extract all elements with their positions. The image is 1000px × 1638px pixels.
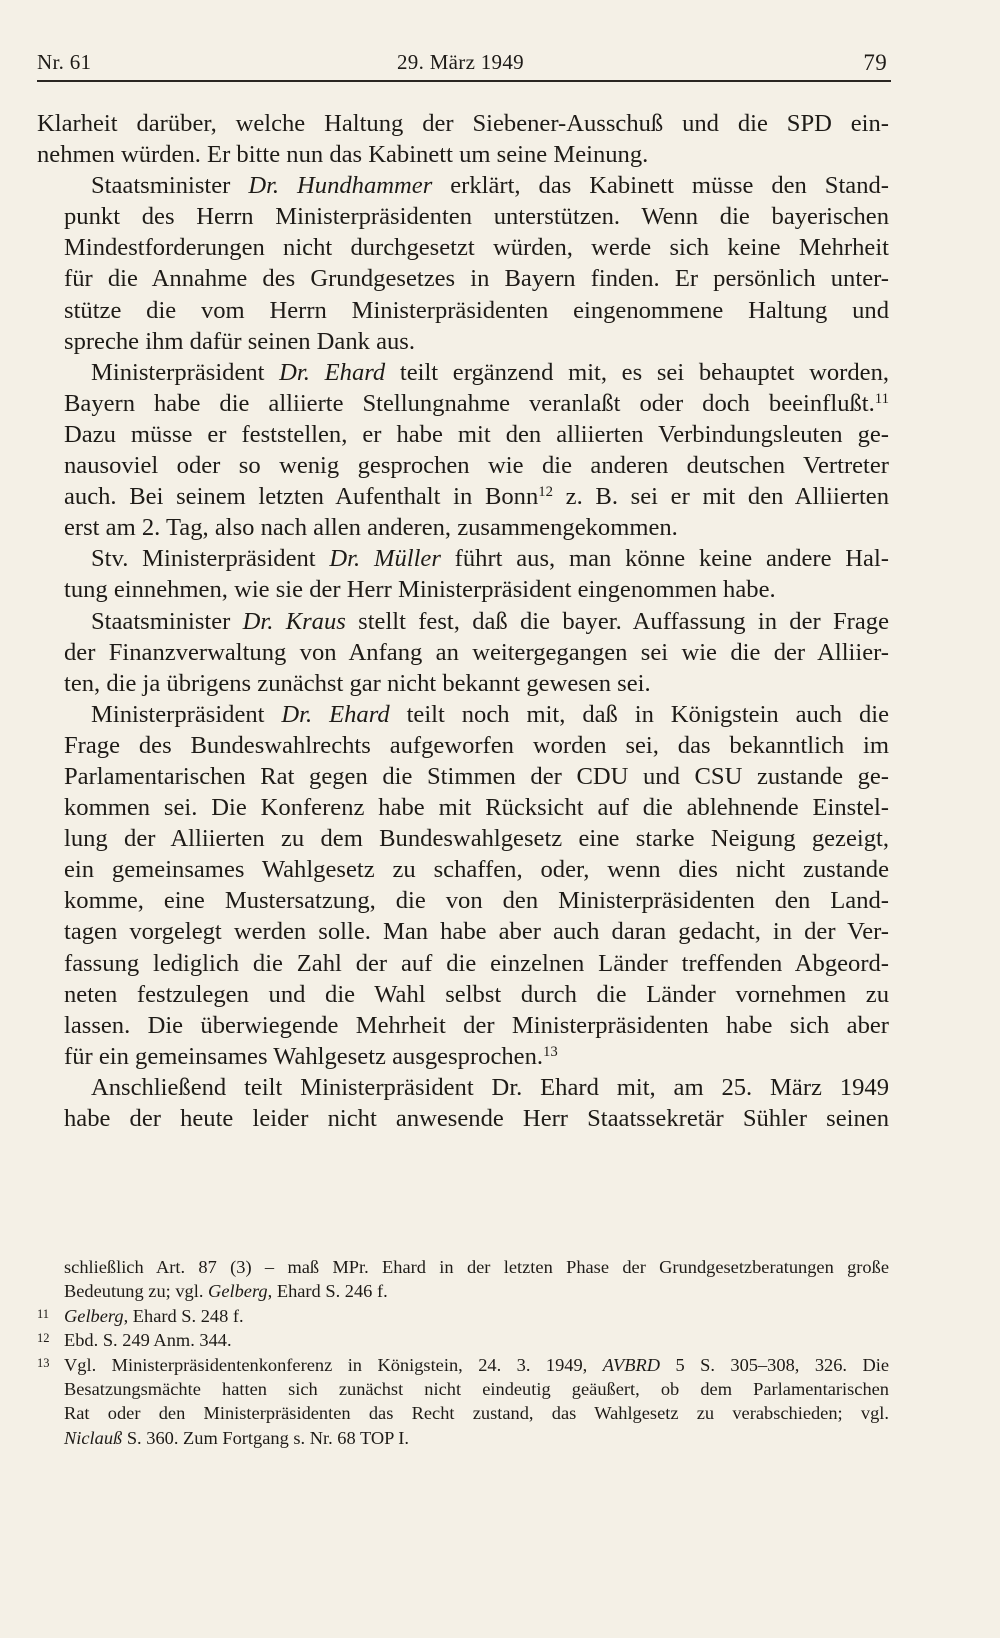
text-line: lassen. Die überwiegende Mehrheit der Ministerpräsidenten habe sich aber xyxy=(64,1011,889,1039)
text-line: Bayern habe die alliierte Stellungnahme veranlaßt oder doch beeinflußt.$^{11}$ xyxy=(64,389,889,417)
speaker-name: Kraus xyxy=(285,607,346,635)
paragraph xyxy=(37,1072,889,1134)
footnote-line: Ebd. S. 249 Anm. 344. xyxy=(64,1330,232,1351)
text-line: ein gemeinsames Wahlgesetz zu schaffen, oder, wenn dies nicht zustande xyxy=(64,856,889,884)
footnote-continuation xyxy=(37,1255,889,1304)
text-line: lung der Alliierten zu dem Bundeswahlgesetz eine starke Neigung gezeigt, xyxy=(64,825,889,853)
running-head xyxy=(37,50,889,78)
text-line: für ein gemeinsames Wahlgesetz ausgesprochen.$^{13}$ xyxy=(64,1042,558,1070)
text-line: nehmen würden. Er bitte nun das Kabinett um seine Meinung. xyxy=(37,141,649,169)
footnote-line: schließlich Art. 87 (3) – maß MPr. Ehard in der letzten Phase der Grundgesetzberatungen große xyxy=(64,1257,889,1277)
text-line: tung einnehmen, wie sie der Herr Ministerpräsident eingenommen habe. xyxy=(64,576,776,604)
footnote-line: Besatzungsmächte hatten sich zunächst nicht eindeutig geäußert, ob dem Parlamentarischen xyxy=(64,1379,889,1400)
text-line: für die Annahme des Grundgesetzes in Bayern finden. Er persönlich unter- xyxy=(64,265,889,293)
text-line: Frage des Bundeswahlrechts aufgeworfen worden sei, das bekanntlich im xyxy=(64,731,889,759)
page-number: 79 xyxy=(863,50,887,75)
footnote-line: Niclauß S. 360. Zum Fortgang s. Nr. 68 TOP I. xyxy=(64,1427,410,1448)
paragraph xyxy=(37,606,889,699)
text-line: komme, eine Mustersatzung, die von den Ministerpräsidenten den Land- xyxy=(64,887,889,915)
footnotes xyxy=(37,1255,889,1450)
speaker-name: Hundhammer xyxy=(297,172,433,200)
header-rule xyxy=(37,80,891,82)
text-line: Staatsminister Dr. Kraus stellt fest, daß die bayer. Auffassung in der Frage xyxy=(91,607,889,635)
text-line: erst am 2. Tag, also nach allen anderen, zusammengekommen. xyxy=(64,514,678,542)
paragraph xyxy=(37,170,889,357)
title-abbreviation: Dr. xyxy=(248,172,280,200)
footnote-line: Gelberg, Ehard S. 248 f. xyxy=(64,1305,244,1326)
paragraph xyxy=(37,699,889,1072)
main-text xyxy=(37,108,889,1134)
text-line: Anschließend teilt Ministerpräsident Dr. Ehard mit, am 25. März 1949 xyxy=(91,1073,889,1101)
footnote-line: Vgl. Ministerpräsidentenkonferenz in Königstein, 24. 3. 1949, AVBRD 5 S. 305–308, 326. Die xyxy=(64,1354,890,1375)
title-abbreviation: Dr. xyxy=(281,700,313,728)
title-abbreviation: Dr. xyxy=(329,545,361,573)
text-line: ten, die ja übrigens zunächst gar nicht bekannt gewesen sei. xyxy=(64,669,651,697)
text-line: punkt des Herrn Ministerpräsidenten unterstützen. Wenn die bayerischen xyxy=(64,203,889,231)
speaker-name: Ehard xyxy=(329,700,390,728)
text-line: der Finanzverwaltung von Anfang an weitergegangen sei wie die der Alliier- xyxy=(64,638,889,666)
text-line: fassung lediglich die Zahl der auf die einzelnen Länder treffenden Abgeord- xyxy=(64,949,889,977)
text-line: habe der heute leider nicht anwesende Herr Staatssekretär Sühler seinen xyxy=(64,1105,889,1132)
text-line: nausoviel oder so wenig gesprochen wie die anderen deutschen Vertreter xyxy=(64,452,889,480)
text-line: Ministerpräsident Dr. Ehard teilt ergänzend mit, es sei behauptet worden, xyxy=(91,358,890,386)
footnote-line: Bedeutung zu; vgl. Gelberg, Ehard S. 246 f. xyxy=(64,1281,388,1302)
paragraph xyxy=(37,543,889,605)
text-line: neten festzulegen und die Wahl selbst durch die Länder vornehmen zu xyxy=(64,980,889,1008)
text-line: auch. Bei seinem letzten Aufenthalt in Bonn$^{12}$ z. B. sei er mit den Alliierten xyxy=(64,483,889,511)
footnote-number: 12 xyxy=(37,1331,50,1346)
footnote-11 xyxy=(37,1304,889,1328)
footnote-12 xyxy=(37,1328,889,1352)
footnote-marker[interactable]: 13 xyxy=(543,1043,558,1060)
text-line: Stv. Ministerpräsident Dr. Müller führt aus, man könne keine andere Hal- xyxy=(91,545,889,573)
text-line: Parlamentarischen Rat gegen die Stimmen der CDU und CSU zustande ge- xyxy=(64,762,889,790)
text-line: spreche ihm dafür seinen Dank aus. xyxy=(64,327,416,355)
text-line: Dazu müsse er feststellen, er habe mit den alliierten Verbindungsleuten ge- xyxy=(64,420,889,448)
text-line: kommen sei. Die Konferenz habe mit Rücksicht auf die ablehnende Einstel- xyxy=(64,794,889,822)
title-abbreviation: Dr. xyxy=(242,607,274,635)
speaker-name: Müller xyxy=(373,545,441,573)
footnote-line: Rat oder den Ministerpräsidenten das Recht zustand, das Wahlgesetz zu verabschieden; vgl. xyxy=(64,1403,889,1424)
footnote-marker[interactable]: 12 xyxy=(538,484,553,501)
paragraph xyxy=(37,357,889,544)
text-line: stütze die vom Herrn Ministerpräsidenten eingenommene Haltung und xyxy=(64,296,889,324)
text-line: Klarheit darüber, welche Haltung der Siebener-Ausschuß und die SPD ein- xyxy=(37,110,889,137)
document-date: 29. März 1949 xyxy=(397,50,524,74)
paragraph xyxy=(37,108,889,170)
footnote-13 xyxy=(37,1353,889,1451)
footnote-number: 11 xyxy=(37,1306,50,1321)
title-abbreviation: Dr. xyxy=(279,358,310,386)
text-line: tagen vorgelegt werden solle. Man habe aber auch daran gedacht, in der Ver- xyxy=(64,918,889,946)
text-line: Mindestforderungen nicht durchgesetzt würden, werde sich keine Mehrheit xyxy=(64,234,889,262)
speaker-name: Ehard xyxy=(324,358,386,386)
text-line: Ministerpräsident Dr. Ehard teilt noch mit, daß in Königstein auch die xyxy=(91,700,890,728)
text-line: Staatsminister Dr. Hundhammer erklärt, das Kabinett müsse den Stand- xyxy=(91,172,889,200)
footnote-marker[interactable]: 11 xyxy=(874,390,889,407)
footnote-number: 13 xyxy=(37,1355,50,1370)
issue-number: Nr. 61 xyxy=(37,50,92,74)
